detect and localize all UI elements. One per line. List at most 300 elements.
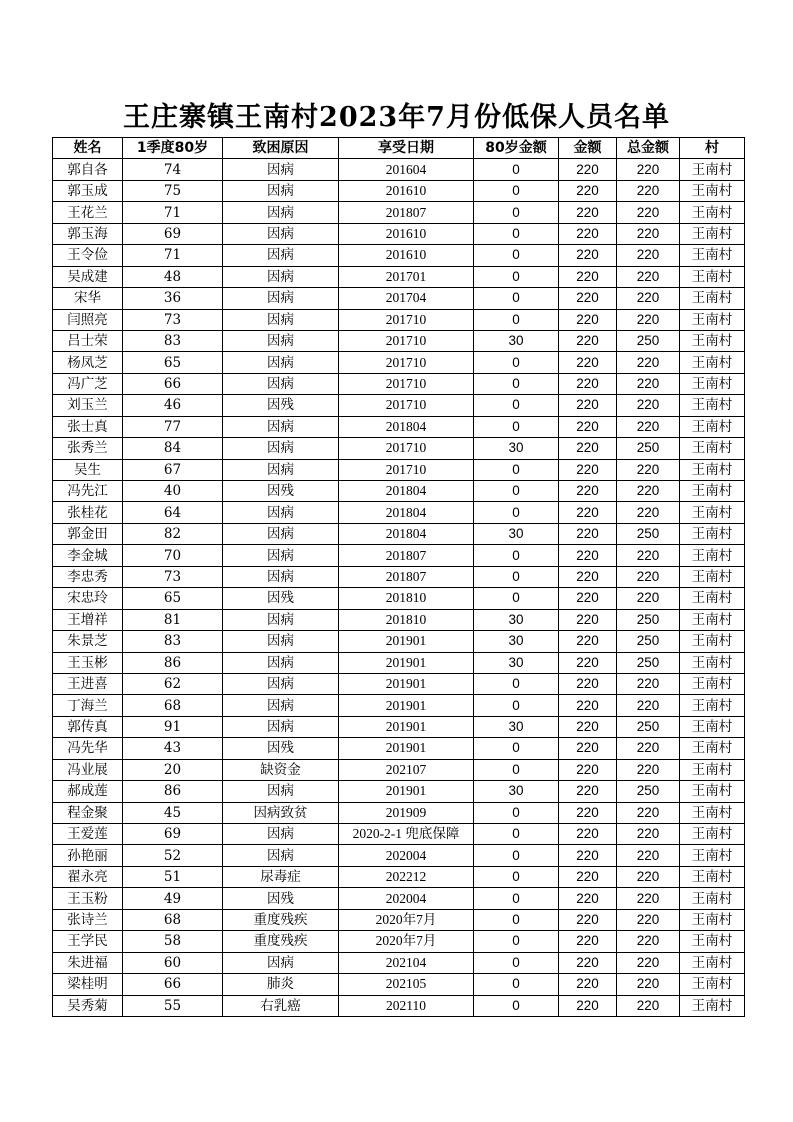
cell-80-amount: 0 (474, 288, 559, 309)
cell-name: 张诗兰 (53, 909, 123, 930)
cell-total: 220 (617, 502, 680, 523)
cell-name: 张秀兰 (53, 438, 123, 459)
cell-village: 王南村 (680, 931, 745, 952)
cell-start-date: 201901 (339, 738, 474, 759)
cell-amount: 220 (559, 566, 617, 587)
cell-total: 220 (617, 288, 680, 309)
cell-name: 张桂花 (53, 502, 123, 523)
cell-total: 220 (617, 223, 680, 244)
cell-amount: 220 (559, 159, 617, 180)
cell-village: 王南村 (680, 845, 745, 866)
cell-village: 王南村 (680, 266, 745, 287)
table-row (53, 974, 745, 995)
cell-total: 220 (617, 459, 680, 480)
cell-name: 吴成建 (53, 266, 123, 287)
cell-age: 86 (123, 781, 223, 802)
cell-80-amount: 0 (474, 738, 559, 759)
cell-start-date: 201610 (339, 245, 474, 266)
cell-80-amount: 30 (474, 609, 559, 630)
cell-80-amount: 0 (474, 266, 559, 287)
cell-80-amount: 30 (474, 716, 559, 737)
table-row (53, 759, 745, 780)
table-row (53, 609, 745, 630)
cell-reason: 因残 (223, 888, 339, 909)
table-row (53, 909, 745, 930)
cell-village: 王南村 (680, 995, 745, 1016)
cell-age: 83 (123, 330, 223, 351)
cell-amount: 220 (559, 759, 617, 780)
cell-reason: 因病 (223, 673, 339, 694)
cell-start-date: 201710 (339, 395, 474, 416)
table-row (53, 373, 745, 394)
cell-total: 220 (617, 931, 680, 952)
cell-amount: 220 (559, 330, 617, 351)
header-start-date: 享受日期 (339, 138, 474, 159)
table-row (53, 931, 745, 952)
cell-reason: 因病 (223, 845, 339, 866)
cell-name: 冯广芝 (53, 373, 123, 394)
cell-village: 王南村 (680, 523, 745, 544)
cell-age: 77 (123, 416, 223, 437)
cell-amount: 220 (559, 223, 617, 244)
cell-name: 王玉彬 (53, 652, 123, 673)
cell-80-amount: 0 (474, 416, 559, 437)
cell-total: 220 (617, 845, 680, 866)
cell-village: 王南村 (680, 566, 745, 587)
cell-80-amount: 0 (474, 373, 559, 394)
table-body (53, 159, 745, 1017)
header-total: 总金额 (617, 138, 680, 159)
cell-name: 吴生 (53, 459, 123, 480)
cell-village: 王南村 (680, 888, 745, 909)
cell-start-date: 2020年7月 (339, 931, 474, 952)
cell-age: 48 (123, 266, 223, 287)
cell-start-date: 201710 (339, 438, 474, 459)
cell-village: 王南村 (680, 824, 745, 845)
cell-start-date: 201804 (339, 481, 474, 502)
cell-amount: 220 (559, 609, 617, 630)
cell-80-amount: 30 (474, 781, 559, 802)
cell-total: 250 (617, 716, 680, 737)
cell-name: 丁海兰 (53, 695, 123, 716)
cell-80-amount: 0 (474, 802, 559, 823)
cell-total: 220 (617, 888, 680, 909)
table-row (53, 523, 745, 544)
cell-start-date: 201804 (339, 416, 474, 437)
cell-80-amount: 0 (474, 931, 559, 952)
cell-name: 吴秀菊 (53, 995, 123, 1016)
cell-age: 65 (123, 352, 223, 373)
table-row (53, 824, 745, 845)
cell-amount: 220 (559, 180, 617, 201)
cell-start-date: 201610 (339, 180, 474, 201)
cell-reason: 因病 (223, 952, 339, 973)
cell-village: 王南村 (680, 781, 745, 802)
cell-reason: 重度残疾 (223, 931, 339, 952)
cell-age: 49 (123, 888, 223, 909)
cell-total: 220 (617, 588, 680, 609)
cell-age: 60 (123, 952, 223, 973)
table-row (53, 673, 745, 694)
cell-amount: 220 (559, 309, 617, 330)
cell-name: 宋华 (53, 288, 123, 309)
cell-start-date: 201901 (339, 781, 474, 802)
cell-start-date: 201610 (339, 223, 474, 244)
table-row (53, 266, 745, 287)
table-row (53, 781, 745, 802)
cell-80-amount: 0 (474, 481, 559, 502)
cell-reason: 因病 (223, 159, 339, 180)
cell-total: 220 (617, 266, 680, 287)
cell-total: 220 (617, 802, 680, 823)
table-row (53, 180, 745, 201)
table-header-row (53, 138, 745, 159)
cell-reason: 因病 (223, 223, 339, 244)
table-row (53, 588, 745, 609)
cell-total: 220 (617, 180, 680, 201)
welfare-roster-table (52, 137, 745, 1017)
cell-age: 73 (123, 309, 223, 330)
cell-reason: 因病致贫 (223, 802, 339, 823)
cell-total: 220 (617, 481, 680, 502)
cell-name: 郭自各 (53, 159, 123, 180)
cell-village: 王南村 (680, 180, 745, 201)
cell-amount: 220 (559, 931, 617, 952)
cell-reason: 因病 (223, 459, 339, 480)
cell-age: 43 (123, 738, 223, 759)
cell-start-date: 201710 (339, 373, 474, 394)
cell-amount: 220 (559, 845, 617, 866)
cell-total: 220 (617, 245, 680, 266)
cell-amount: 220 (559, 266, 617, 287)
cell-80-amount: 0 (474, 566, 559, 587)
cell-age: 66 (123, 974, 223, 995)
cell-80-amount: 30 (474, 631, 559, 652)
cell-reason: 因病 (223, 373, 339, 394)
cell-80-amount: 0 (474, 824, 559, 845)
cell-start-date: 201810 (339, 609, 474, 630)
cell-age: 58 (123, 931, 223, 952)
table-row (53, 631, 745, 652)
cell-amount: 220 (559, 738, 617, 759)
header-name: 姓名 (53, 138, 123, 159)
cell-start-date: 202110 (339, 995, 474, 1016)
cell-age: 91 (123, 716, 223, 737)
cell-total: 220 (617, 373, 680, 394)
cell-80-amount: 0 (474, 974, 559, 995)
table-row (53, 566, 745, 587)
cell-start-date: 201909 (339, 802, 474, 823)
cell-amount: 220 (559, 802, 617, 823)
cell-amount: 220 (559, 909, 617, 930)
cell-village: 王南村 (680, 416, 745, 437)
cell-age: 86 (123, 652, 223, 673)
cell-name: 郭金田 (53, 523, 123, 544)
table-row (53, 223, 745, 244)
cell-reason: 因残 (223, 738, 339, 759)
cell-age: 55 (123, 995, 223, 1016)
cell-80-amount: 0 (474, 759, 559, 780)
cell-80-amount: 0 (474, 909, 559, 930)
cell-village: 王南村 (680, 974, 745, 995)
cell-start-date: 2020年7月 (339, 909, 474, 930)
cell-total: 220 (617, 952, 680, 973)
cell-name: 王增祥 (53, 609, 123, 630)
cell-reason: 因病 (223, 523, 339, 544)
cell-name: 郭玉海 (53, 223, 123, 244)
cell-80-amount: 0 (474, 995, 559, 1016)
cell-age: 51 (123, 866, 223, 887)
header-reason: 致困原因 (223, 138, 339, 159)
cell-name: 李忠秀 (53, 566, 123, 587)
cell-amount: 220 (559, 673, 617, 694)
cell-name: 王玉粉 (53, 888, 123, 909)
cell-total: 220 (617, 909, 680, 930)
cell-start-date: 201704 (339, 288, 474, 309)
cell-village: 王南村 (680, 245, 745, 266)
table-row (53, 502, 745, 523)
cell-amount: 220 (559, 995, 617, 1016)
table-row (53, 652, 745, 673)
cell-village: 王南村 (680, 695, 745, 716)
cell-amount: 220 (559, 652, 617, 673)
header-age: 1季度80岁 (123, 138, 223, 159)
cell-amount: 220 (559, 202, 617, 223)
table-row (53, 352, 745, 373)
cell-start-date: 201710 (339, 309, 474, 330)
cell-reason: 因病 (223, 609, 339, 630)
cell-village: 王南村 (680, 159, 745, 180)
cell-age: 65 (123, 588, 223, 609)
cell-80-amount: 0 (474, 952, 559, 973)
cell-name: 宋忠玲 (53, 588, 123, 609)
cell-age: 45 (123, 802, 223, 823)
cell-village: 王南村 (680, 802, 745, 823)
table-row (53, 866, 745, 887)
cell-name: 朱进福 (53, 952, 123, 973)
table-row (53, 738, 745, 759)
cell-amount: 220 (559, 952, 617, 973)
cell-name: 郭玉成 (53, 180, 123, 201)
table-row (53, 159, 745, 180)
cell-start-date: 201604 (339, 159, 474, 180)
cell-80-amount: 30 (474, 523, 559, 544)
table-row (53, 438, 745, 459)
cell-reason: 重度残疾 (223, 909, 339, 930)
table-row (53, 545, 745, 566)
cell-amount: 220 (559, 888, 617, 909)
cell-amount: 220 (559, 245, 617, 266)
cell-name: 王花兰 (53, 202, 123, 223)
cell-name: 郝成莲 (53, 781, 123, 802)
cell-amount: 220 (559, 288, 617, 309)
cell-name: 王进喜 (53, 673, 123, 694)
cell-village: 王南村 (680, 459, 745, 480)
cell-total: 220 (617, 352, 680, 373)
cell-start-date: 201710 (339, 459, 474, 480)
cell-start-date: 201701 (339, 266, 474, 287)
cell-village: 王南村 (680, 481, 745, 502)
cell-amount: 220 (559, 695, 617, 716)
table-row (53, 716, 745, 737)
table-row (53, 845, 745, 866)
cell-total: 220 (617, 395, 680, 416)
cell-name: 杨凤芝 (53, 352, 123, 373)
cell-80-amount: 0 (474, 180, 559, 201)
cell-age: 67 (123, 459, 223, 480)
cell-start-date: 201807 (339, 202, 474, 223)
cell-80-amount: 0 (474, 695, 559, 716)
table-row (53, 309, 745, 330)
cell-age: 68 (123, 909, 223, 930)
cell-reason: 因病 (223, 330, 339, 351)
cell-reason: 因病 (223, 545, 339, 566)
cell-total: 220 (617, 416, 680, 437)
cell-village: 王南村 (680, 588, 745, 609)
cell-start-date: 202107 (339, 759, 474, 780)
cell-start-date: 202104 (339, 952, 474, 973)
cell-total: 250 (617, 631, 680, 652)
cell-amount: 220 (559, 416, 617, 437)
cell-village: 王南村 (680, 223, 745, 244)
cell-name: 王令俭 (53, 245, 123, 266)
cell-reason: 因病 (223, 716, 339, 737)
cell-start-date: 202212 (339, 866, 474, 887)
header-80-amount: 80岁金额 (474, 138, 559, 159)
cell-total: 220 (617, 202, 680, 223)
cell-village: 王南村 (680, 866, 745, 887)
cell-village: 王南村 (680, 738, 745, 759)
cell-village: 王南村 (680, 288, 745, 309)
cell-reason: 肺炎 (223, 974, 339, 995)
cell-village: 王南村 (680, 309, 745, 330)
cell-amount: 220 (559, 502, 617, 523)
cell-start-date: 201810 (339, 588, 474, 609)
cell-age: 81 (123, 609, 223, 630)
cell-reason: 因病 (223, 202, 339, 223)
cell-name: 朱景芝 (53, 631, 123, 652)
cell-amount: 220 (559, 395, 617, 416)
cell-start-date: 201901 (339, 716, 474, 737)
table-row (53, 245, 745, 266)
cell-80-amount: 0 (474, 545, 559, 566)
cell-village: 王南村 (680, 652, 745, 673)
cell-age: 73 (123, 566, 223, 587)
cell-village: 王南村 (680, 330, 745, 351)
cell-name: 张士真 (53, 416, 123, 437)
cell-reason: 因病 (223, 288, 339, 309)
cell-name: 闫照亮 (53, 309, 123, 330)
cell-total: 220 (617, 974, 680, 995)
cell-reason: 因残 (223, 588, 339, 609)
table-row (53, 202, 745, 223)
cell-reason: 因病 (223, 631, 339, 652)
table-row (53, 459, 745, 480)
cell-reason: 因病 (223, 781, 339, 802)
table-row (53, 416, 745, 437)
cell-age: 84 (123, 438, 223, 459)
cell-amount: 220 (559, 866, 617, 887)
cell-name: 程金聚 (53, 802, 123, 823)
cell-start-date: 201807 (339, 566, 474, 587)
cell-reason: 因病 (223, 695, 339, 716)
cell-total: 250 (617, 781, 680, 802)
cell-name: 吕士荣 (53, 330, 123, 351)
cell-start-date: 201807 (339, 545, 474, 566)
cell-80-amount: 0 (474, 202, 559, 223)
cell-total: 250 (617, 652, 680, 673)
cell-village: 王南村 (680, 373, 745, 394)
cell-village: 王南村 (680, 759, 745, 780)
cell-80-amount: 0 (474, 352, 559, 373)
cell-village: 王南村 (680, 716, 745, 737)
cell-age: 75 (123, 180, 223, 201)
cell-reason: 因病 (223, 309, 339, 330)
cell-total: 220 (617, 673, 680, 694)
cell-reason: 因病 (223, 566, 339, 587)
cell-amount: 220 (559, 481, 617, 502)
table-row (53, 695, 745, 716)
table-row (53, 395, 745, 416)
cell-village: 王南村 (680, 909, 745, 930)
cell-total: 220 (617, 309, 680, 330)
cell-start-date: 201710 (339, 352, 474, 373)
cell-reason: 缺资金 (223, 759, 339, 780)
cell-total: 220 (617, 738, 680, 759)
cell-amount: 220 (559, 545, 617, 566)
cell-80-amount: 0 (474, 673, 559, 694)
cell-reason: 因病 (223, 266, 339, 287)
cell-80-amount: 0 (474, 159, 559, 180)
cell-name: 冯先江 (53, 481, 123, 502)
cell-age: 52 (123, 845, 223, 866)
header-village: 村 (680, 138, 745, 159)
cell-start-date: 201804 (339, 502, 474, 523)
cell-age: 71 (123, 202, 223, 223)
cell-name: 梁桂明 (53, 974, 123, 995)
cell-total: 220 (617, 545, 680, 566)
cell-reason: 尿毒症 (223, 866, 339, 887)
cell-age: 20 (123, 759, 223, 780)
cell-80-amount: 0 (474, 245, 559, 266)
cell-total: 220 (617, 866, 680, 887)
cell-amount: 220 (559, 781, 617, 802)
cell-amount: 220 (559, 438, 617, 459)
cell-start-date: 201901 (339, 695, 474, 716)
cell-reason: 因残 (223, 481, 339, 502)
cell-age: 36 (123, 288, 223, 309)
cell-total: 220 (617, 159, 680, 180)
cell-village: 王南村 (680, 673, 745, 694)
cell-80-amount: 30 (474, 330, 559, 351)
cell-start-date: 2020-2-1 兜底保障 (339, 824, 474, 845)
cell-80-amount: 0 (474, 309, 559, 330)
cell-reason: 因病 (223, 416, 339, 437)
cell-village: 王南村 (680, 202, 745, 223)
cell-age: 82 (123, 523, 223, 544)
cell-start-date: 201901 (339, 673, 474, 694)
table-row (53, 481, 745, 502)
cell-start-date: 201710 (339, 330, 474, 351)
cell-80-amount: 0 (474, 502, 559, 523)
table-row (53, 802, 745, 823)
cell-start-date: 202004 (339, 888, 474, 909)
cell-amount: 220 (559, 716, 617, 737)
cell-age: 40 (123, 481, 223, 502)
table-row (53, 288, 745, 309)
cell-village: 王南村 (680, 631, 745, 652)
cell-start-date: 202004 (339, 845, 474, 866)
